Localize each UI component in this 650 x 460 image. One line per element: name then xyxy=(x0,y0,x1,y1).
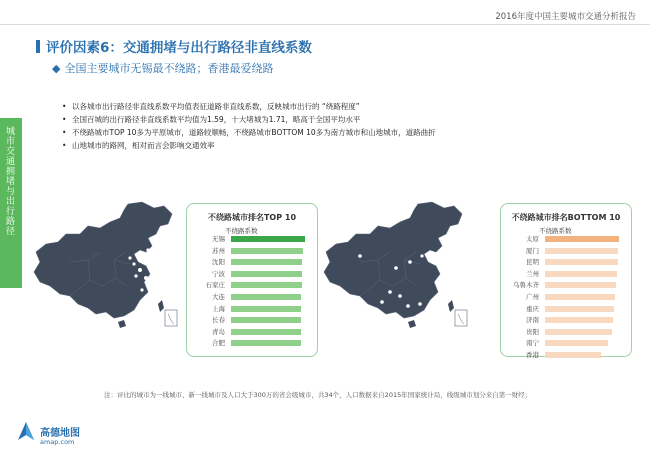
top10-bar xyxy=(231,236,305,242)
bottom10-bar-row xyxy=(501,327,629,337)
bullet-item: • 以各城市出行路径非直线系数平均值表征道路非直线系数，反映城市出行的 “绕路程度” xyxy=(62,100,436,113)
bottom10-bar-row xyxy=(501,350,629,360)
top10-city-label: 无锡 xyxy=(212,235,225,243)
top10-bar-row xyxy=(187,234,315,244)
top10-city-label: 宁波 xyxy=(212,269,225,278)
bottom10-bar-row xyxy=(501,304,629,314)
logo-name: 高德地图 xyxy=(40,428,80,439)
top10-city-label: 上海 xyxy=(212,304,225,313)
bottom10-bar xyxy=(545,294,615,300)
side-tab-label: 城市交通拥堵与出行路径 xyxy=(4,126,14,236)
top10-title: 不绕路城市排名TOP 10 xyxy=(207,213,297,222)
logo-url: amap.com xyxy=(40,438,75,446)
top10-bar xyxy=(231,271,302,277)
top10-bar-row xyxy=(187,292,315,302)
top10-bar-row xyxy=(187,327,315,337)
page-heading xyxy=(36,36,312,56)
report-title: 2016年度中国主要城市交通分析报告 xyxy=(495,12,636,22)
bottom10-bar-row xyxy=(501,269,629,279)
top10-bar-row xyxy=(187,304,315,314)
top10-city-label: 沈阳 xyxy=(212,258,225,267)
bottom10-city-label: 太原 xyxy=(526,235,539,243)
bottom10-city-label: 南宁 xyxy=(526,339,539,348)
bullet-list xyxy=(62,100,436,152)
footnote: 注：评比的城市为一线城市、新一线城市及人口大于300万的省会级城市，共34个，人口数据来自2015年国家统计局，线级城市划分来自第一财经； xyxy=(104,391,532,399)
top10-bar xyxy=(231,340,301,346)
bottom10-bar xyxy=(545,306,614,312)
page-subheading-text: 全国主要城市无锡最不绕路；香港最爱绕路 xyxy=(64,62,274,75)
bottom10-city-label: 香港 xyxy=(526,351,539,359)
heading-bar-icon xyxy=(36,40,40,53)
top10-bar-row xyxy=(187,257,315,267)
bullet-item: • 不绕路城市TOP 10多为平原城市，道路较顺畅，不绕路城市BOTTOM 10多为南方城市和山地城市，道路曲折 xyxy=(62,126,436,139)
china-map-left xyxy=(30,200,195,340)
bottom10-bar-row xyxy=(501,280,629,290)
bottom10-legend: 不绕路系数 xyxy=(539,227,572,235)
china-map-right xyxy=(320,200,485,340)
bottom10-bar xyxy=(545,317,613,323)
bottom10-title: 不绕路城市排名BOTTOM 10 xyxy=(511,213,621,222)
bottom10-city-label: 兰州 xyxy=(526,269,539,278)
side-section-tab xyxy=(0,118,22,288)
bottom10-bar-row xyxy=(501,246,629,256)
top10-bar xyxy=(231,248,303,254)
top10-bar xyxy=(231,329,301,335)
top10-ranking-panel xyxy=(186,203,318,357)
bottom10-bar-row xyxy=(501,257,629,267)
bottom10-bar xyxy=(545,352,601,358)
top10-city-label: 合肥 xyxy=(212,339,225,348)
top10-bar xyxy=(231,282,302,288)
top10-bar xyxy=(231,317,301,323)
bottom10-bar-row xyxy=(501,234,629,244)
bottom10-city-label: 厦门 xyxy=(526,246,539,255)
diamond-bullet-icon: ◆ xyxy=(52,62,61,75)
top10-bar-row xyxy=(187,315,315,325)
top10-city-label: 青岛 xyxy=(212,327,225,336)
top10-city-label: 石家庄 xyxy=(205,281,225,290)
top10-bar xyxy=(231,259,302,265)
top10-bar xyxy=(231,306,301,312)
bottom10-bar xyxy=(545,248,618,254)
top10-bar-row xyxy=(187,269,315,279)
top10-bar-row xyxy=(187,280,315,290)
top10-bar-row xyxy=(187,338,315,348)
top-divider xyxy=(0,24,650,25)
bottom10-city-label: 昆明 xyxy=(526,258,539,267)
bottom10-city-label: 济南 xyxy=(526,316,539,325)
bottom10-bar-row xyxy=(501,292,629,302)
page-heading-text: 评价因素6：交通拥堵与出行路径非直线系数 xyxy=(46,40,312,56)
amap-logo xyxy=(16,420,80,446)
top10-bar xyxy=(231,294,301,300)
top10-city-label: 大连 xyxy=(212,293,225,301)
bottom10-city-label: 广州 xyxy=(526,293,539,301)
bottom10-bar xyxy=(545,271,617,277)
page-subheading xyxy=(52,60,273,76)
bottom10-city-label: 乌鲁木齐 xyxy=(513,281,539,290)
bottom10-bar xyxy=(545,329,612,335)
bottom10-bar-row xyxy=(501,338,629,348)
bottom10-bar xyxy=(545,236,619,242)
bottom10-bar xyxy=(545,282,616,288)
bottom10-ranking-panel xyxy=(500,203,632,357)
bottom10-bar xyxy=(545,259,618,265)
bottom10-city-label: 重庆 xyxy=(526,304,539,313)
top10-legend: 不绕路系数 xyxy=(225,227,258,235)
bullet-item: • 山地城市的路网，相对而言会影响交通效率 xyxy=(62,139,436,152)
amap-logo-icon xyxy=(16,420,36,442)
bottom10-city-label: 贵阳 xyxy=(526,327,539,336)
top10-city-label: 苏州 xyxy=(212,246,225,255)
top10-city-label: 长春 xyxy=(212,316,225,325)
bottom10-bar xyxy=(545,340,608,346)
bottom10-bar-row xyxy=(501,315,629,325)
top10-bar-row xyxy=(187,246,315,256)
bullet-item: • 全国百城的出行路径非直线系数平均值为1.59，十大堵城为1.71，略高于全国平均水平 xyxy=(62,113,436,126)
